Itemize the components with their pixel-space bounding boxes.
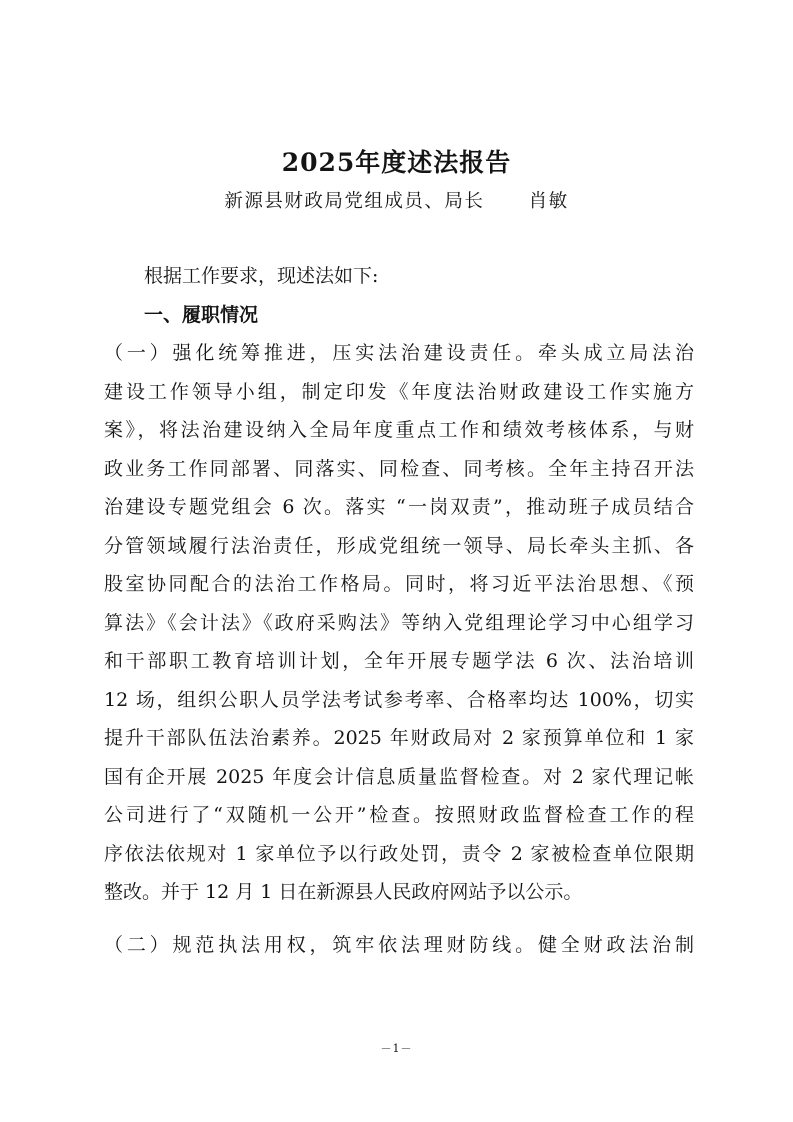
paragraph-line: 政业务工作同部署、同落实、同检查、同考核。全年主持召开法: [104, 457, 694, 480]
section-heading: 一、履职情况: [144, 303, 259, 326]
paragraph-line: 算法》《会计法》《政府采购法》等纳入党组理论学习中心组学习: [104, 611, 694, 634]
paragraph-line: （一）强化统筹推进，压实法治建设责任。牵头成立局法治: [104, 342, 694, 364]
paragraph-line: 整改。并于 12 月 1 日在新源县人民政府网站予以公示。: [104, 881, 583, 903]
paragraph-line: 分管领域履行法治责任，形成党组统一领导、局长牵头主抓、各: [104, 534, 694, 557]
paragraph-line: 公司进行了“双随机一公开”检查。按照财政监督检查工作的程: [104, 804, 694, 826]
paragraph-line: 案》，将法治建设纳入全局年度重点工作和绩效考核体系，与财: [104, 419, 694, 441]
intro-line: 根据工作要求，现述法如下:: [144, 265, 379, 287]
paragraph-line: 治建设专题党组会 6 次。落实 “一岗双责”，推动班子成员结合: [104, 496, 694, 518]
paragraph-line: 建设工作领导小组，制定印发《年度法治财政建设工作实施方: [104, 380, 694, 403]
paragraph-line: 12 场，组织公职人员学法考试参考率、合格率均达 100%，切实: [104, 688, 694, 711]
document-body: [104, 257, 694, 964]
paragraph-line: 和干部职工教育培训计划，全年开展专题学法 6 次、法治培训: [104, 650, 694, 672]
page-number: －1－: [380, 1042, 413, 1055]
paragraph-line: 股室协同配合的法治工作格局。同时，将习近平法治思想、《预: [104, 573, 694, 595]
paragraph-1: [104, 334, 694, 912]
author-byline: 新源县财政局党组成员、局长 肖敏: [224, 191, 569, 212]
paragraph-2: [104, 926, 694, 965]
paragraph-line: 国有企开展 2025 年度会计信息质量监督检查。对 2 家代理记帐: [104, 765, 694, 788]
paragraph-line: （二）规范执法用权，筑牢依法理财防线。健全财政法治制: [104, 933, 694, 956]
document-title: 2025年度述法报告: [281, 148, 512, 177]
paragraph-line: 提升干部队伍法治素养。2025 年财政局对 2 家预算单位和 1 家: [104, 727, 694, 749]
paragraph-line: 序依法依规对 1 家单位予以行政处罚，责令 2 家被检查单位限期: [104, 842, 694, 865]
